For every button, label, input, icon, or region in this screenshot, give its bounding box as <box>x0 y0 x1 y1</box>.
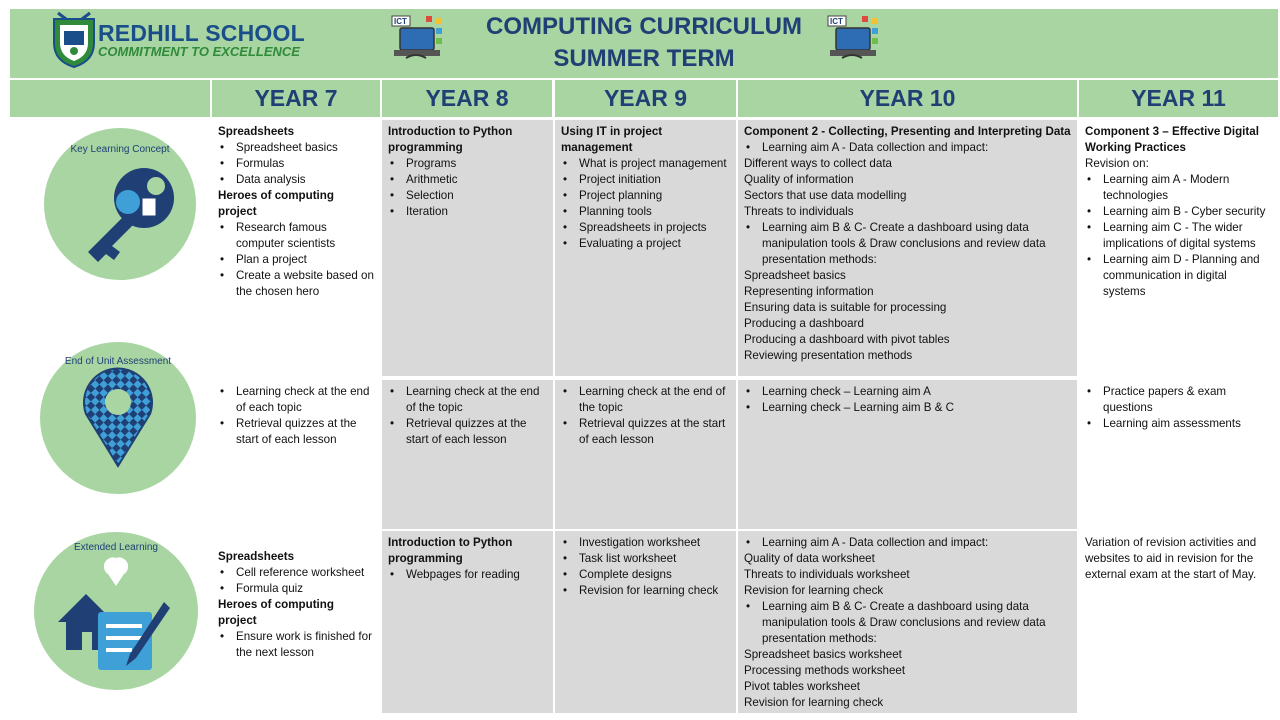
cell-text: Variation of revision activities and websites to aid in revision for the external exam at the start of May. <box>1085 536 1257 581</box>
bullet-item: • Task list worksheet <box>561 551 730 567</box>
assessment-cell-year-8 <box>382 380 553 529</box>
extended-learning-cell-year-10 <box>738 531 1077 713</box>
cell-heading: Heroes of computing project <box>218 189 334 218</box>
bullet-item: • Research famous computer scientists <box>218 220 374 252</box>
cell-heading: Using IT in project management <box>561 125 663 154</box>
cell-text: Spreadsheet basics worksheet <box>744 648 902 661</box>
key-learning-cell-year-10 <box>738 120 1077 376</box>
key-learning-cell-year-9 <box>555 120 736 376</box>
bullet-item: • Learning check – Learning aim A <box>744 384 1071 400</box>
cell-heading: Introduction to Python programming <box>388 536 513 565</box>
bullet-item: • Learning aim A - Data collection and impact: <box>744 535 1071 551</box>
bullet-item: • Learning aim B & C- Create a dashboard using data manipulation tools & Draw conclusions and review data presentation methods: <box>744 599 1071 647</box>
bullet-item: • Learning aim B - Cyber security <box>1085 204 1272 220</box>
ict-label: ICT <box>394 17 407 26</box>
row-label-end-of-unit: End of Unit Assessment <box>64 356 172 367</box>
home-study-icon <box>34 532 198 690</box>
bullet-item: • Data analysis <box>218 172 374 188</box>
bullet-item: • Formulas <box>218 156 374 172</box>
cell-text: Reviewing presentation methods <box>744 349 913 362</box>
key-learning-cell-year-11 <box>1079 120 1278 376</box>
cell-heading: Spreadsheets <box>218 550 295 563</box>
extended-learning-cell-year-7 <box>212 531 380 713</box>
bullet-item: • Planning tools <box>561 204 730 220</box>
assessment-cell-year-11 <box>1079 380 1278 529</box>
bullet-item: • Learning check – Learning aim B & C <box>744 400 1071 416</box>
bullet-item: • Cell reference worksheet <box>218 565 374 581</box>
cell-text: Processing methods worksheet <box>744 664 906 677</box>
cell-text: Revision for learning check <box>744 584 884 597</box>
year-header: YEAR 8 <box>382 80 552 117</box>
cell-heading: Spreadsheets <box>218 125 295 138</box>
bullet-item: • Learning check at the end of the topic <box>388 384 547 416</box>
cell-text: Representing information <box>744 285 874 298</box>
page-title: COMPUTING CURRICULUM <box>486 13 802 40</box>
bullet-item: • What is project management <box>561 156 730 172</box>
cell-text: Producing a dashboard with pivot tables <box>744 333 950 346</box>
cell-text: Ensuring data is suitable for processing <box>744 301 947 314</box>
bullet-item: • Practice papers & exam questions <box>1085 384 1272 416</box>
key-learning-cell-year-8 <box>382 120 553 376</box>
bullet-item: • Project planning <box>561 188 730 204</box>
bullet-item: • Learning aim A - Modern technologies <box>1085 172 1272 204</box>
bullet-item: • Plan a project <box>218 252 374 268</box>
school-motto: COMMITMENT TO EXCELLENCE <box>98 44 300 59</box>
location-pin-icon <box>40 342 196 494</box>
cell-text: Revision for learning check <box>744 696 884 709</box>
cell-text: Producing a dashboard <box>744 317 864 330</box>
key-icon <box>44 128 196 280</box>
bullet-item: • Selection <box>388 188 547 204</box>
row-label-key-learning: Key Learning Concept <box>70 144 170 155</box>
year-header: YEAR 11 <box>1079 80 1278 117</box>
extended-learning-cell-year-8 <box>382 531 553 713</box>
year-header: YEAR 7 <box>212 80 380 117</box>
bullet-item: • Retrieval quizzes at the start of each lesson <box>561 416 730 448</box>
cell-text: Sectors that use data modelling <box>744 189 907 202</box>
cell-heading: Introduction to Python programming <box>388 125 513 154</box>
year-header: YEAR 10 <box>738 80 1077 117</box>
ict-laptop-icon <box>386 14 446 66</box>
cell-text: Pivot tables worksheet <box>744 680 860 693</box>
bullet-item: • Learning check at the end of the topic <box>561 384 730 416</box>
extended-learning-cell-year-11 <box>1079 531 1278 713</box>
cell-heading: Component 2 - Collecting, Presenting and Interpreting Data <box>744 125 1071 138</box>
bullet-item: • Formula quiz <box>218 581 374 597</box>
assessment-cell-year-7 <box>212 380 380 529</box>
bullet-item: • Webpages for reading <box>388 567 547 583</box>
assessment-cell-year-9 <box>555 380 736 529</box>
bullet-item: • Project initiation <box>561 172 730 188</box>
bullet-item: • Spreadsheet basics <box>218 140 374 156</box>
year-header: YEAR 9 <box>555 80 736 117</box>
ict-laptop-icon <box>822 14 882 66</box>
extended-learning-cell-year-9 <box>555 531 736 713</box>
cell-heading: Heroes of computing project <box>218 598 334 627</box>
bullet-item: • Evaluating a project <box>561 236 730 252</box>
bullet-item: • Investigation worksheet <box>561 535 730 551</box>
cell-text: Revision on: <box>1085 157 1149 170</box>
bullet-item: • Learning aim B & C- Create a dashboard using data manipulation tools & Draw conclusions and review data presentation methods: <box>744 220 1071 268</box>
bullet-item: • Arithmetic <box>388 172 547 188</box>
bullet-item: • Programs <box>388 156 547 172</box>
page-subtitle: SUMMER TERM <box>553 45 735 72</box>
assessment-cell-year-10 <box>738 380 1077 529</box>
bullet-item: • Ensure work is finished for the next lesson <box>218 629 374 661</box>
bullet-item: • Learning aim D - Planning and communication in digital systems <box>1085 252 1272 300</box>
cell-text: Different ways to collect data <box>744 157 893 170</box>
cell-text: Quality of data worksheet <box>744 552 875 565</box>
row-label-extended-learning: Extended Learning <box>74 542 158 553</box>
key-learning-cell-year-7 <box>212 120 380 376</box>
year-header-blank <box>10 80 210 117</box>
bullet-item: • Learning aim C - The wider implications of digital systems <box>1085 220 1272 252</box>
bullet-item: • Complete designs <box>561 567 730 583</box>
cell-text: Threats to individuals worksheet <box>744 568 910 581</box>
cell-text: Spreadsheet basics <box>744 269 846 282</box>
ict-label: ICT <box>830 17 843 26</box>
cell-text: Quality of information <box>744 173 854 186</box>
bullet-item: • Iteration <box>388 204 547 220</box>
school-name: REDHILL SCHOOL <box>98 20 305 46</box>
bullet-item: • Learning aim assessments <box>1085 416 1272 432</box>
bullet-item: • Retrieval quizzes at the start of each lesson <box>388 416 547 448</box>
bullet-item: • Revision for learning check <box>561 583 730 599</box>
bullet-item: • Learning check at the end of each topic <box>218 384 374 416</box>
bullet-item: • Retrieval quizzes at the start of each lesson <box>218 416 374 448</box>
bullet-item: • Spreadsheets in projects <box>561 220 730 236</box>
bullet-item: • Learning aim A - Data collection and impact: <box>744 140 1071 156</box>
cell-heading: Component 3 – Effective Digital Working Practices <box>1085 125 1259 154</box>
bullet-item: • Create a website based on the chosen hero <box>218 268 374 300</box>
cell-text: Threats to individuals <box>744 205 854 218</box>
